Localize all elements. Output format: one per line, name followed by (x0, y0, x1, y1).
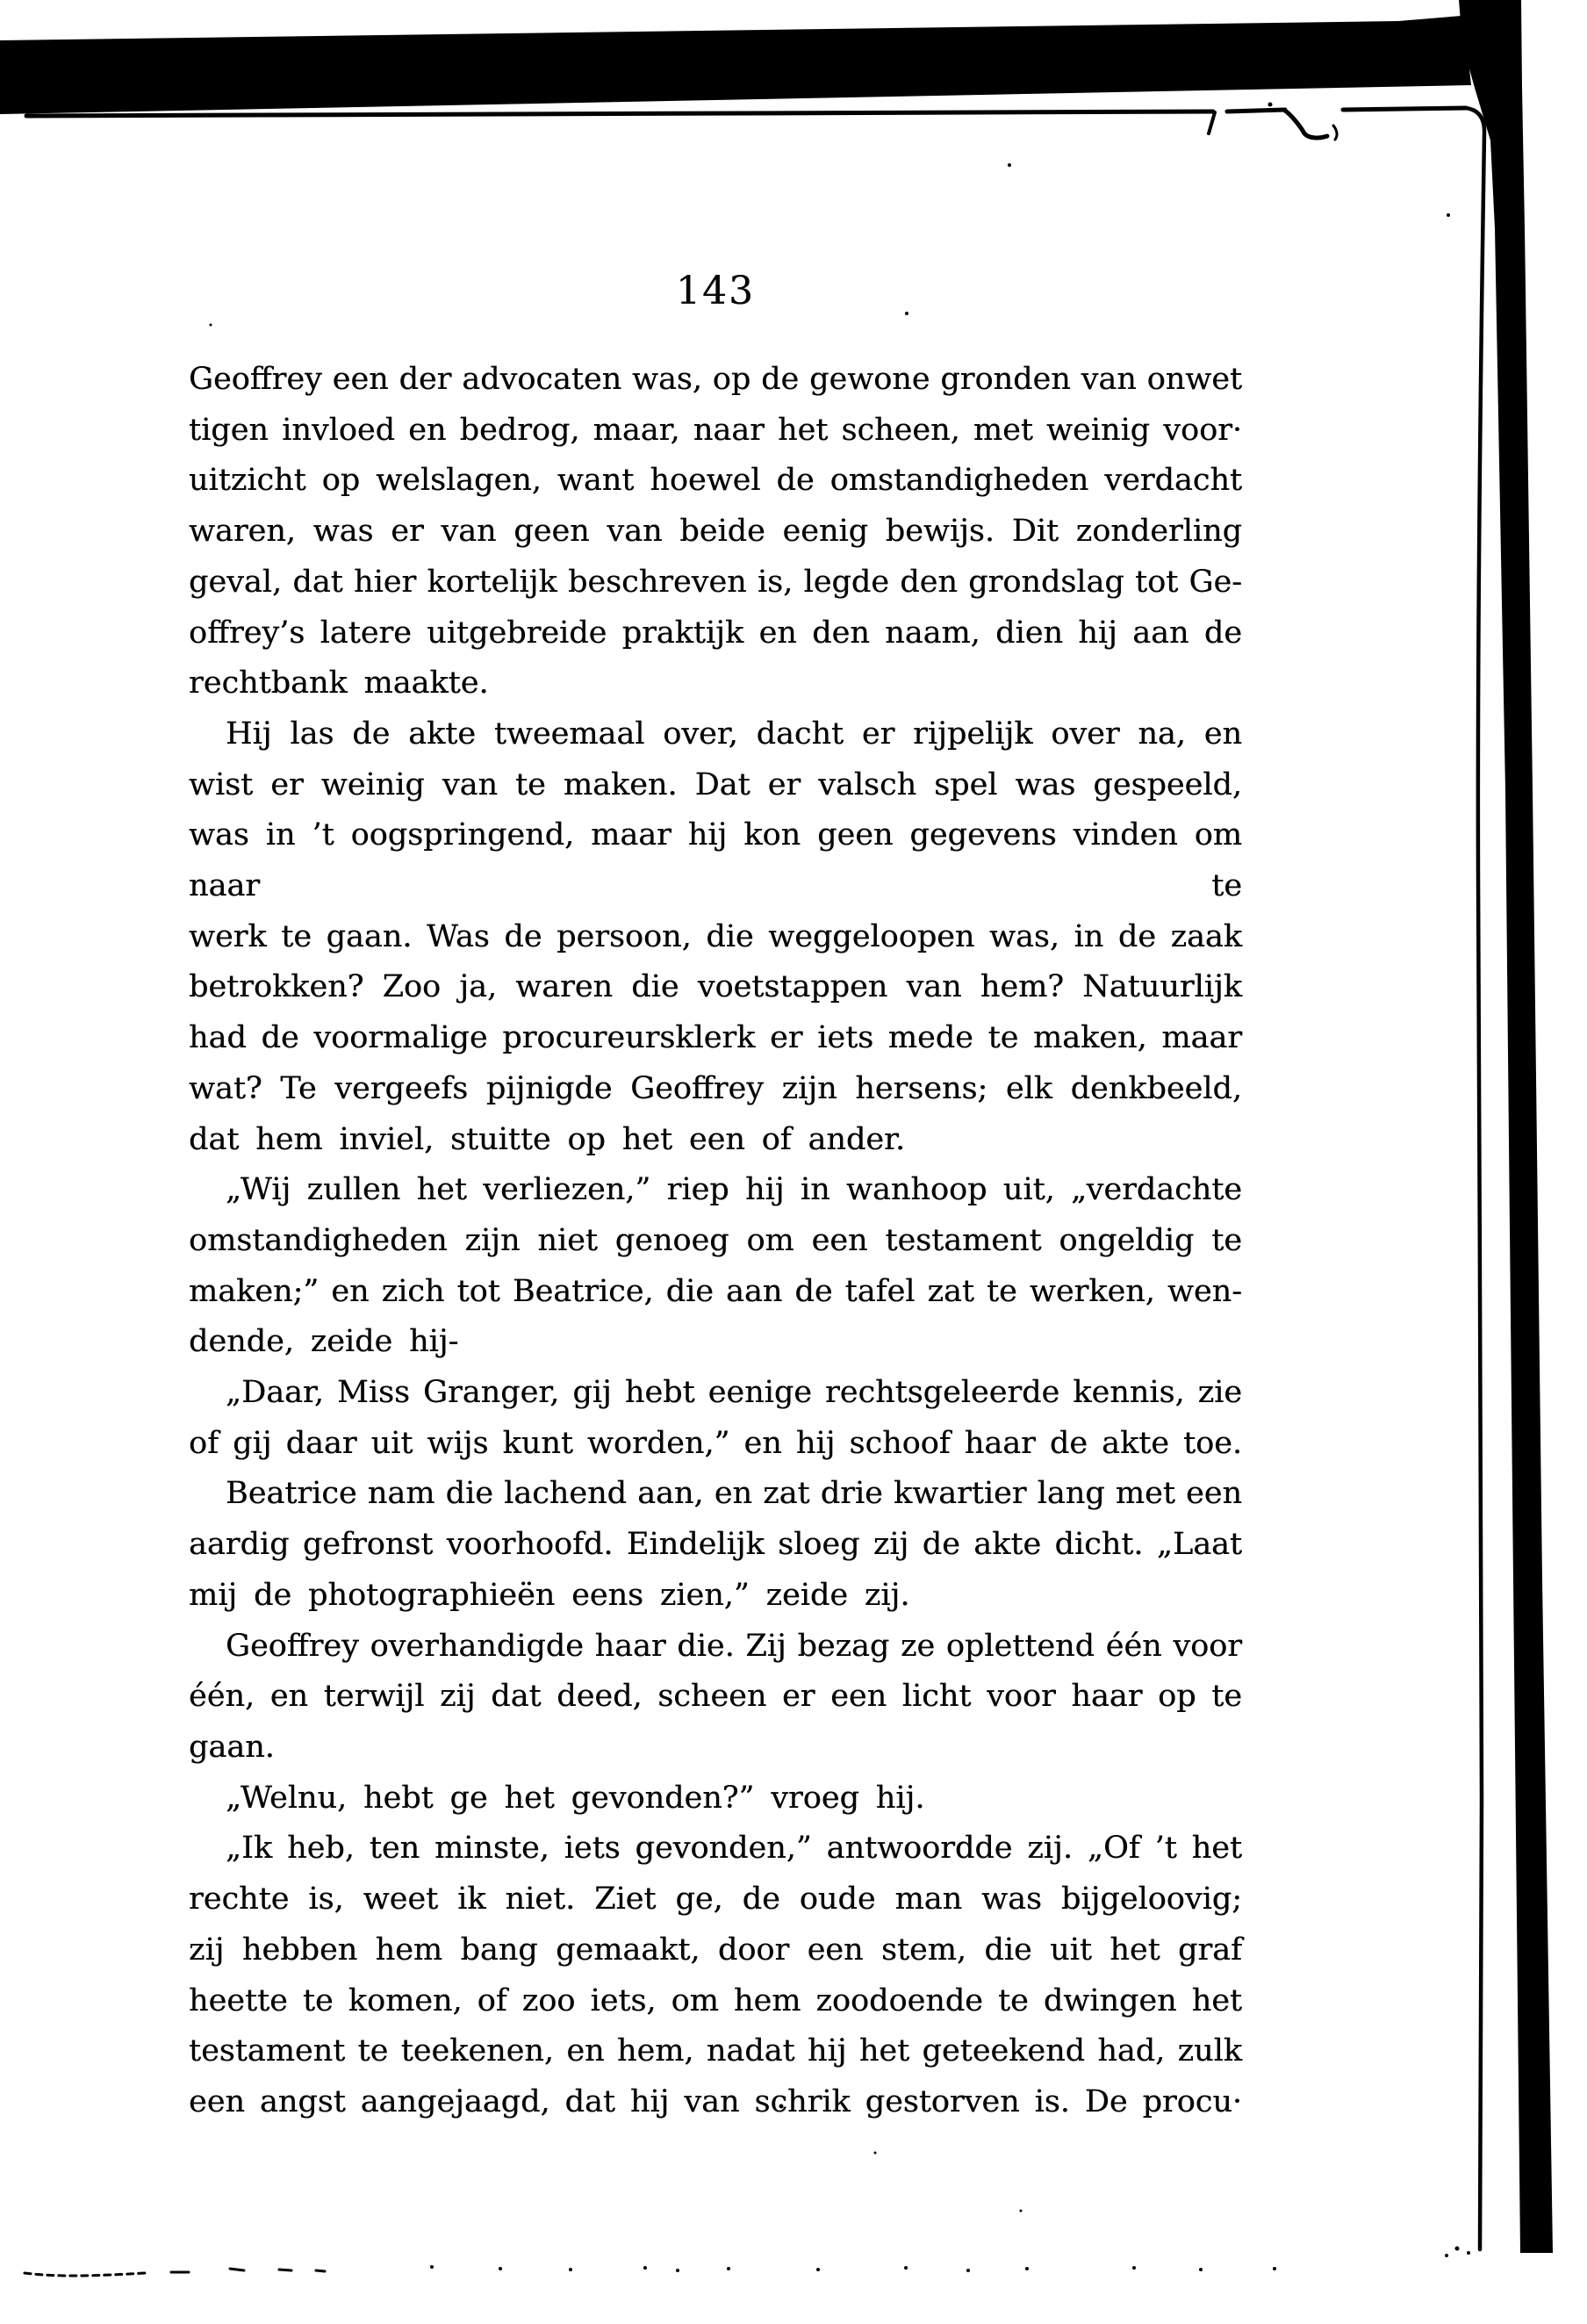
text-line: heette te komen, of zoo iets, om hem zoodoende te dwingen het (189, 1982, 1242, 2018)
text-line: „Wij zullen het verliezen,” riep hij in wanhoop uit, „verdachte (226, 1172, 1242, 1208)
text-line: gaan. (189, 1729, 275, 1765)
text-line: geval, dat hier kortelijk beschreven is, legde den grondslag tot Ge- (189, 564, 1242, 600)
text-line: dende, zeide hij- (189, 1324, 459, 1360)
text-line: omstandigheden zijn niet genoeg om een testament ongeldig te (189, 1222, 1242, 1258)
text-line: maken;” en zich tot Beatrice, die aan de tafel zat te werken, wen- (189, 1273, 1242, 1309)
text-line: zij hebben hem bang gemaakt, door een stem, die uit het graf (189, 1932, 1242, 1968)
bottom-noise-dashes (171, 2269, 325, 2272)
text-line: wist er weinig van te maken. Dat er valsch spel was gespeeld, (189, 766, 1242, 802)
text-line: één, en terwijl zij dat deed, scheen er een licht voor haar op te (189, 1679, 1242, 1715)
text-line: tigen invloed en bedrog, maar, naar het scheen, met weinig voor· (189, 412, 1242, 448)
text-line: Beatrice nam die lachend aan, en zat drie kwartier lang met een (226, 1476, 1242, 1512)
text-line: had de voormalige procureursklerk er iets mede te maken, maar (189, 1020, 1242, 1056)
text-line: offrey’s latere uitgebreide praktijk en den naam, dien hij aan de (189, 615, 1242, 651)
text-line: uitzicht op welslagen, want hoewel de omstandigheden verdacht (189, 463, 1242, 499)
text-line: mij de photographieën eens zien,” zeide zij. (189, 1577, 910, 1613)
top-rule-line (1227, 110, 1285, 112)
text-line: aardig gefronst voorhoofd. Eindelijk sloeg zij de akte dicht. „Laat (189, 1527, 1242, 1563)
top-scan-band (0, 16, 1471, 114)
text-line: was in ’t oogspringend, maar hij kon geen gegevens vinden om naar te (189, 817, 1242, 904)
text-line: rechtbank maakte. (189, 666, 489, 702)
text-line: testament te teekenen, en hem, nadat hij het geteekend had, zulk (189, 2033, 1242, 2069)
text-line: een angst aangejaagd, dat hij van schrik gestorven is. De procu· (189, 2083, 1242, 2119)
top-rule-line (26, 112, 1213, 116)
bottom-noise-dashes (25, 2273, 145, 2276)
text-line: rechte is, weet ik niet. Ziet ge, de oude man was bijgeloovig; (189, 1882, 1242, 1917)
page-number: 143 (676, 269, 755, 313)
text-line: Geoffrey een der advocaten was, op de gewone gronden van onwet (189, 362, 1242, 397)
rule-tick-mark (1209, 112, 1215, 133)
text-line: Geoffrey overhandigde haar die. Zij bezag ze oplettend één voor (226, 1628, 1242, 1664)
top-rule-line (1343, 108, 1466, 110)
text-line: „Ik heb, ten minste, iets gevonden,” antwoordde zij. „Of ’t het (226, 1831, 1242, 1867)
right-scan-band (1459, 0, 1553, 2253)
text-line: „Daar, Miss Granger, gij hebt eenige rechtsgeleerde kennis, zie (226, 1375, 1242, 1411)
text-line: waren, was er van geen van beide eenig bewijs. Dit zonderling (189, 514, 1242, 550)
text-line: betrokken? Zoo ja, waren die voetstappen van hem? Natuurlijk (189, 969, 1242, 1005)
rule-hook-mark (1333, 126, 1337, 140)
text-line: dat hem inviel, stuitte op het een of ander. (189, 1121, 906, 1157)
text-line: „Welnu, hebt ge het gevonden?” vroeg hij. (226, 1780, 925, 1816)
rule-swoosh-mark (1285, 111, 1327, 138)
text-line: werk te gaan. Was de persoon, die weggeloopen was, in de zaak (189, 918, 1242, 954)
text-line: of gij daar uit wijs kunt worden,” en hij schoof haar de akte toe. (189, 1425, 1242, 1461)
text-line: wat? Te vergeefs pijnigde Geoffrey zijn hersens; elk denkbeeld, (189, 1070, 1242, 1106)
text-line: Hij las de akte tweemaal over, dacht er rijpelijk over na, en (226, 716, 1242, 752)
body-text (189, 355, 1242, 2128)
page-edge-line (1466, 108, 1484, 2249)
